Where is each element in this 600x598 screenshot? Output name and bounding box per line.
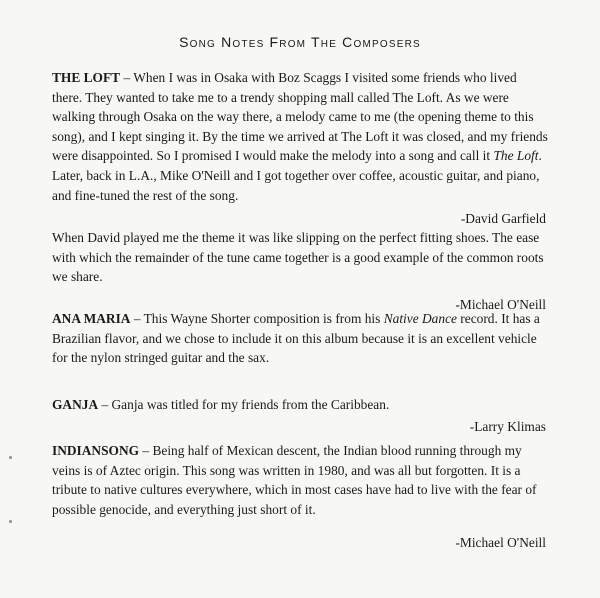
song-heading: INDIANSONG — [52, 443, 140, 458]
note-ana-maria — [52, 309, 548, 368]
note-text: – Ganja was titled for my friends from the Caribbean. — [98, 397, 390, 412]
scan-speck — [9, 520, 12, 523]
signature: -Michael O'Neill — [455, 296, 546, 312]
note-body — [52, 68, 548, 205]
note-body — [52, 309, 548, 368]
signature: -Larry Klimas — [469, 418, 546, 434]
note-text-after: . Later, back in L.A., Mike O'Neill and I got together over coffee, acoustic guitar, and piano, and fine-tuned the rest of the song. — [52, 148, 542, 203]
note-body — [52, 441, 548, 519]
page-title: Song Notes From The Composers — [179, 34, 421, 50]
song-heading: THE LOFT — [52, 70, 121, 85]
note-body: When David played me the theme it was like slipping on the perfect fitting shoes. The ease with which the remainder of the tune came together is a good example of the common roots we share. — [52, 230, 544, 285]
note-text-after: record. It has a Brazilian flavor, and we chose to include it on this album because it is an excellent vehicle for the nylon stringed guitar and the sax. — [52, 311, 540, 366]
note-reply — [52, 228, 548, 314]
note-text: – Being half of Mexican descent, the Indian blood running through my veins is of Aztec origin. This song was written in 1980, and was all but forgotten. It is a tribute to native cultures everywhere, which in most cases have had to live with the fear of possible genocide, and everything just short of it. — [52, 443, 537, 517]
note-text: – When I was in Osaka with Boz Scaggs I visited some friends who lived there. They wanted to take me to a trendy shopping mall called The Loft. As we were walking through Osaka on the way there, a melody came to me (the opening theme to this song), and I kept singing it. By the time we arrived at The Loft it was closed, and my friends were disappointed. So I promised I would make the melody into a song and call it — [52, 70, 548, 164]
note-ganja — [52, 395, 548, 436]
note-body — [52, 395, 548, 415]
signature: -Michael O'Neill — [455, 535, 546, 551]
note-the-loft — [52, 68, 548, 229]
note-text: – This Wayne Shorter composition is from his — [130, 311, 384, 326]
song-heading: GANJA — [52, 397, 99, 412]
album-title-italic: Native Dance — [383, 311, 457, 326]
song-heading: ANA MARIA — [52, 311, 131, 326]
scan-speck — [9, 456, 12, 459]
note-indiansong — [52, 441, 548, 553]
song-title-italic: The Loft — [493, 148, 539, 164]
signature: -David Garfield — [460, 211, 546, 227]
